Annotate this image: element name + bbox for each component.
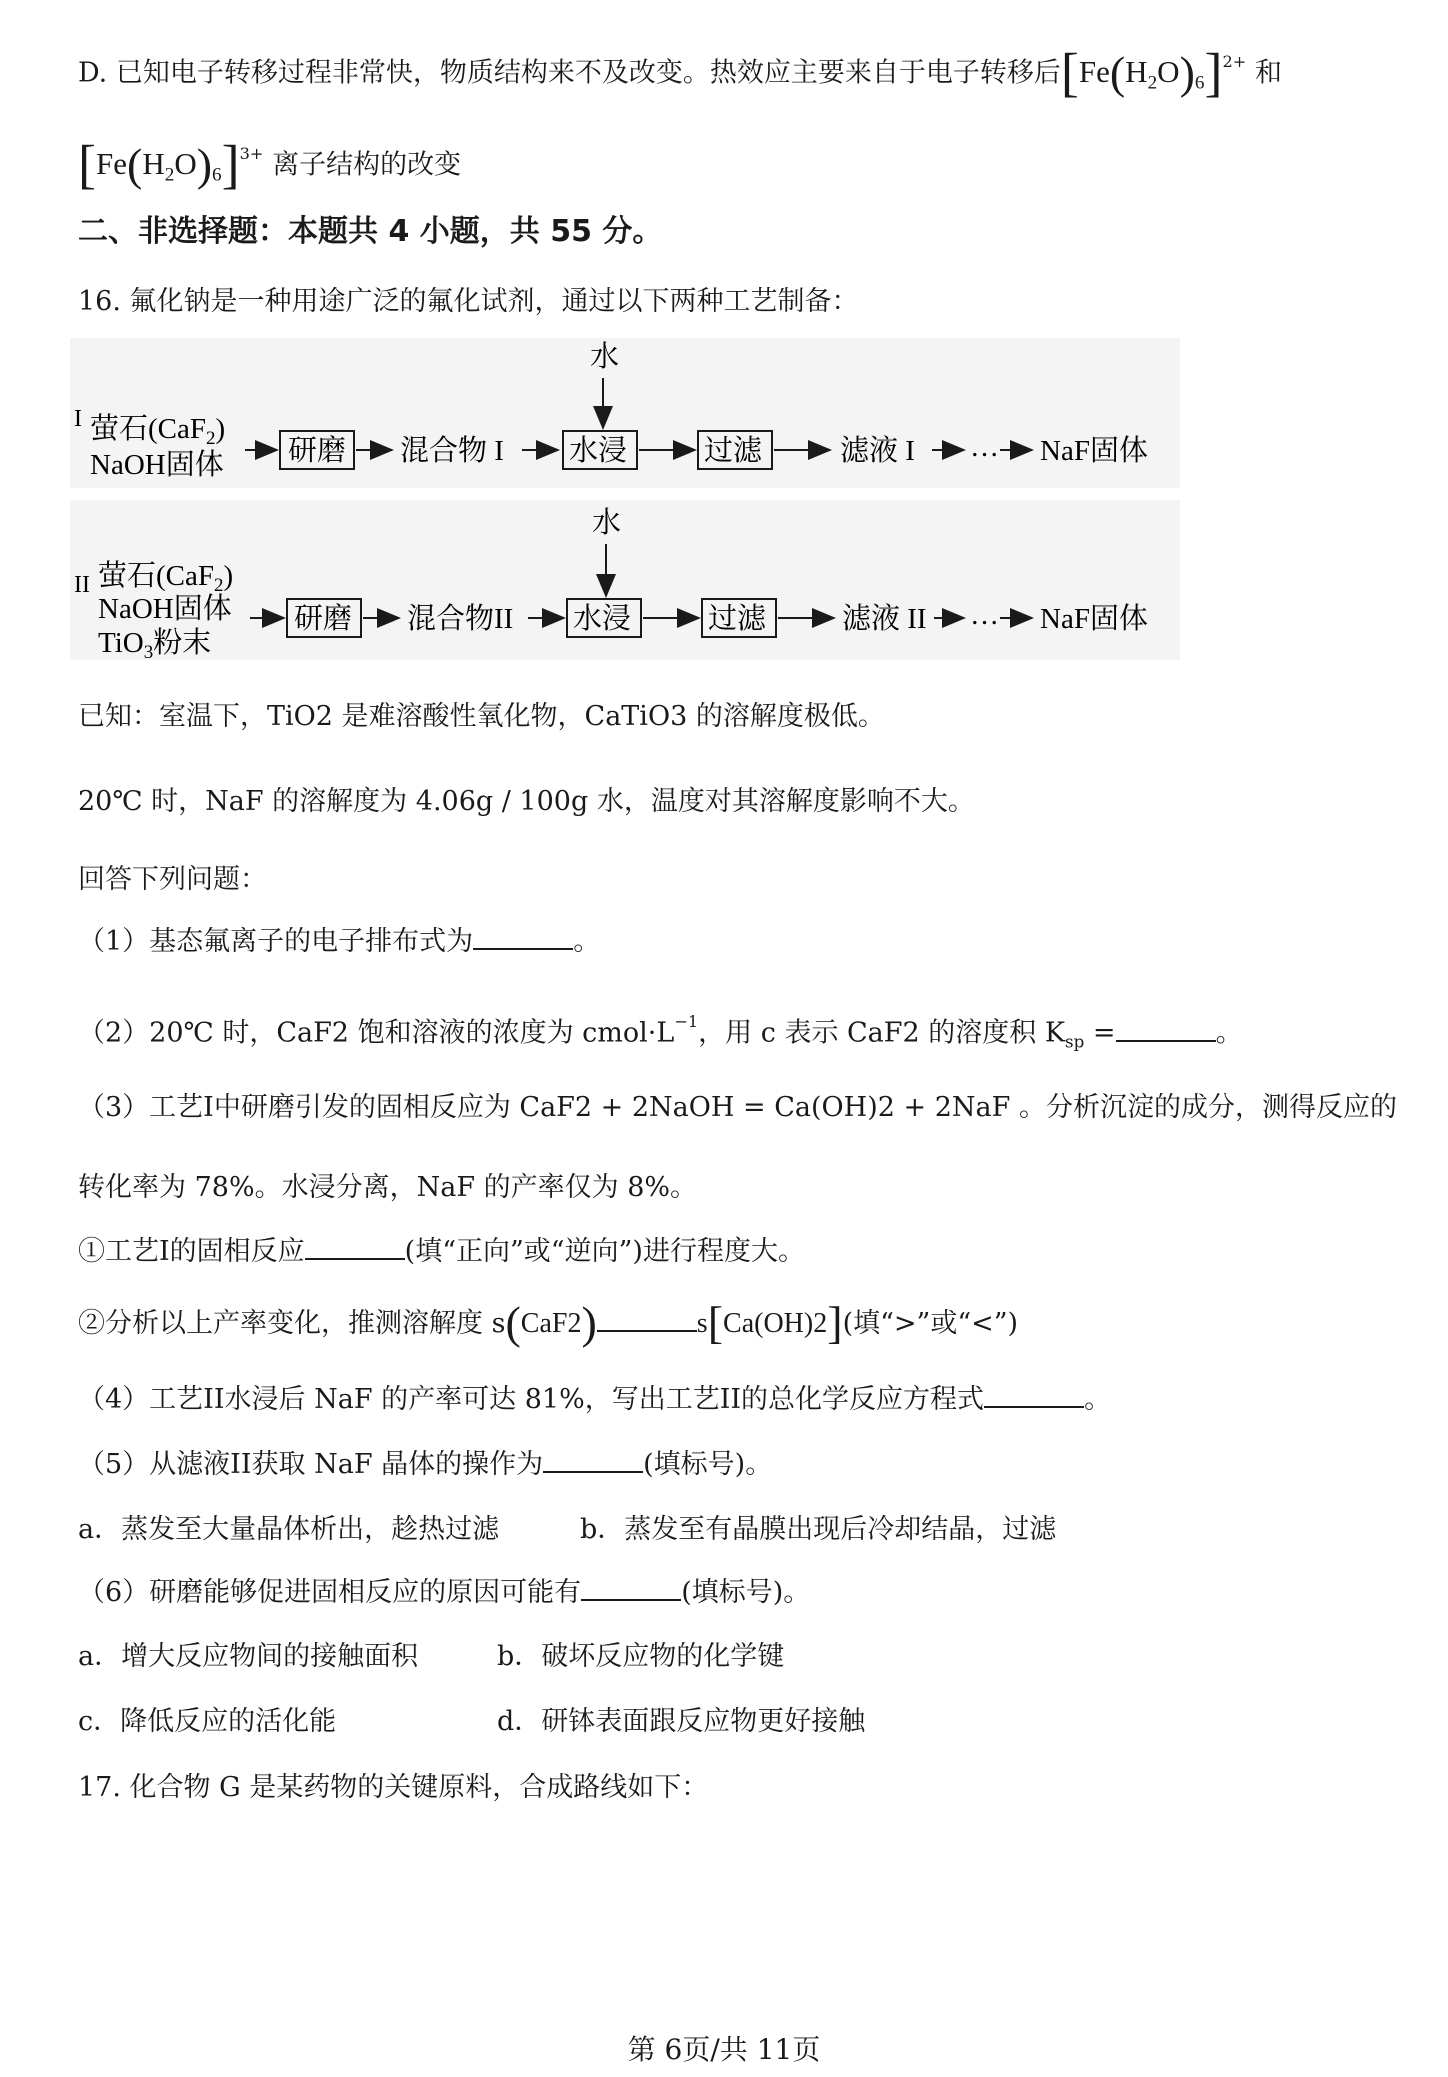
q16-part-5: （5）从滤液II获取 NaF 晶体的操作为 (填标号)。 xyxy=(78,1445,772,1485)
q16-part-6-option-b: b．破坏反应物的化学键 xyxy=(497,1641,785,1672)
ion-fe-h2o6-2plus: $Fe(H_2O)_6$ xyxy=(1078,46,1205,98)
answer-blank-2[interactable] xyxy=(1116,1014,1216,1042)
q16-part-5-option-b: b．蒸发至有晶膜出现后冷却结晶，过滤 xyxy=(580,1514,1057,1545)
option-d-line1: D. 已知电子转移过程非常快，物质结构来不及改变。热效应主要来自于电子转移后$[Fe(H_2O)_6]^{2+}$ 和 xyxy=(78,42,1282,103)
q16-part-3-1: ①工艺I的固相反应 (填“正向”或“逆向”)进行程度大。 xyxy=(78,1232,805,1272)
answer-blank-5[interactable] xyxy=(543,1445,643,1473)
q16-part-3-cont: 转化率为 78%。水浸分离，NaF 的产率仅为 8%。 xyxy=(78,1172,698,1203)
flow2-product: NaF固体 xyxy=(1040,603,1148,635)
flow1-product: NaF固体 xyxy=(1040,435,1148,467)
answer-blank-1[interactable] xyxy=(473,922,573,950)
q17-stem: 17. 化合物 G 是某药物的关键原料，合成路线如下： xyxy=(78,1772,709,1803)
q16-stem: 16. 氟化钠是一种用途广泛的氟化试剂，通过以下两种工艺制备： xyxy=(78,286,859,317)
q16-part-3: （3）工艺I中研磨引发的固相反应为 CaF2 + 2NaOH = Ca(OH)2 + 2NaF 。分析沉淀的成分，测得反应的 xyxy=(78,1092,1397,1123)
flow2-input-3: TiO$_3$粉末 xyxy=(98,627,212,660)
q16-part-6-option-d: d．研钵表面跟反应物更好接触 xyxy=(497,1706,866,1737)
answer-blank-3-2[interactable] xyxy=(597,1304,697,1332)
flow1-input-2: NaOH固体 xyxy=(90,449,224,481)
svg-text:…: … xyxy=(970,431,999,463)
section-2-title: 二、非选择题：本题共 4 小题，共 55 分。 xyxy=(78,214,663,249)
q16-part-3-2: ②分析以上产率变化，推测溶解度 s(CaF2) s[Ca(OH)2](填“>”或“<”) xyxy=(78,1297,1019,1348)
flow-diagram-1 xyxy=(70,338,1180,488)
flow2-water: 水 xyxy=(592,507,622,539)
option-d-and: 和 xyxy=(1254,57,1282,89)
answer-blank-3-1[interactable] xyxy=(305,1232,405,1260)
q16-part-6-option-a: a．增大反应物间的接触面积 xyxy=(78,1641,419,1672)
ion-fe-h2o6-3plus: $Fe(H_2O)_6$ xyxy=(95,138,222,190)
flow1-filtrate: 滤液 I xyxy=(840,435,915,467)
svg-text:过滤: 过滤 xyxy=(704,435,763,467)
flow2-label: II xyxy=(74,572,90,598)
flow1-input-1: 萤石(CaF$_2$) xyxy=(90,413,226,449)
svg-text:…: … xyxy=(970,599,999,631)
q16-part-6: （6）研磨能够促进固相反应的原因可能有 (填标号)。 xyxy=(78,1573,810,1613)
ion-charge-2plus: 2+ xyxy=(1222,52,1247,71)
q16-prompt: 回答下列问题： xyxy=(78,864,267,895)
flow2-filtrate: 滤液 II xyxy=(842,603,927,635)
svg-text:研磨: 研磨 xyxy=(294,603,353,635)
q16-part-1: （1）基态氟离子的电子排布式为 。 xyxy=(78,922,600,962)
option-d-text: D. 已知电子转移过程非常快，物质结构来不及改变。热效应主要来自于电子转移后 xyxy=(78,57,1061,89)
q16-part-4: （4）工艺II水浸后 NaF 的产率可达 81%，写出工艺II的总化学反应方程式 。 xyxy=(78,1380,1111,1420)
flow2-input-1: 萤石(CaF$_2$) xyxy=(98,560,234,596)
q16-known-2: 20℃ 时，NaF 的溶解度为 4.06g / 100g 水，温度对其溶解度影响不大。 xyxy=(78,786,975,817)
svg-text:水浸: 水浸 xyxy=(569,435,628,467)
ion-charge-3plus: 3+ xyxy=(239,144,264,163)
flow2-mixture: 混合物II xyxy=(407,603,514,635)
flow2-input-2: NaOH固体 xyxy=(98,593,232,625)
answer-blank-4[interactable] xyxy=(984,1380,1084,1408)
svg-text:水浸: 水浸 xyxy=(573,603,632,635)
q16-part-6-option-c: c．降低反应的活化能 xyxy=(78,1706,337,1737)
page-footer: 第 6页/共 11页 xyxy=(627,2033,821,2066)
q16-part-5-option-a: a．蒸发至大量晶体析出，趁热过滤 xyxy=(78,1514,500,1545)
q16-part-2: （2）20℃ 时，CaF2 饱和溶液的浓度为 $cmol\cdot L^{-1}$，用 c 表示 CaF2 的溶度积 $K_{sp}$ = 。 xyxy=(78,1012,1243,1052)
flow1-mixture: 混合物 I xyxy=(400,435,504,467)
answer-blank-6[interactable] xyxy=(581,1573,681,1601)
q16-known-1: 已知：室温下，TiO2 是难溶酸性氧化物，CaTiO3 的溶解度极低。 xyxy=(78,701,885,732)
flow1-label: I xyxy=(74,406,82,432)
flow-diagram-2 xyxy=(70,500,1180,660)
option-d-line2: $[Fe(H_2O)_6]^{3+}$ 离子结构的改变 xyxy=(78,134,462,195)
option-d-text2: 离子结构的改变 xyxy=(272,149,462,181)
svg-text:研磨: 研磨 xyxy=(288,435,347,467)
svg-text:过滤: 过滤 xyxy=(708,603,767,635)
flow1-water: 水 xyxy=(590,341,620,373)
